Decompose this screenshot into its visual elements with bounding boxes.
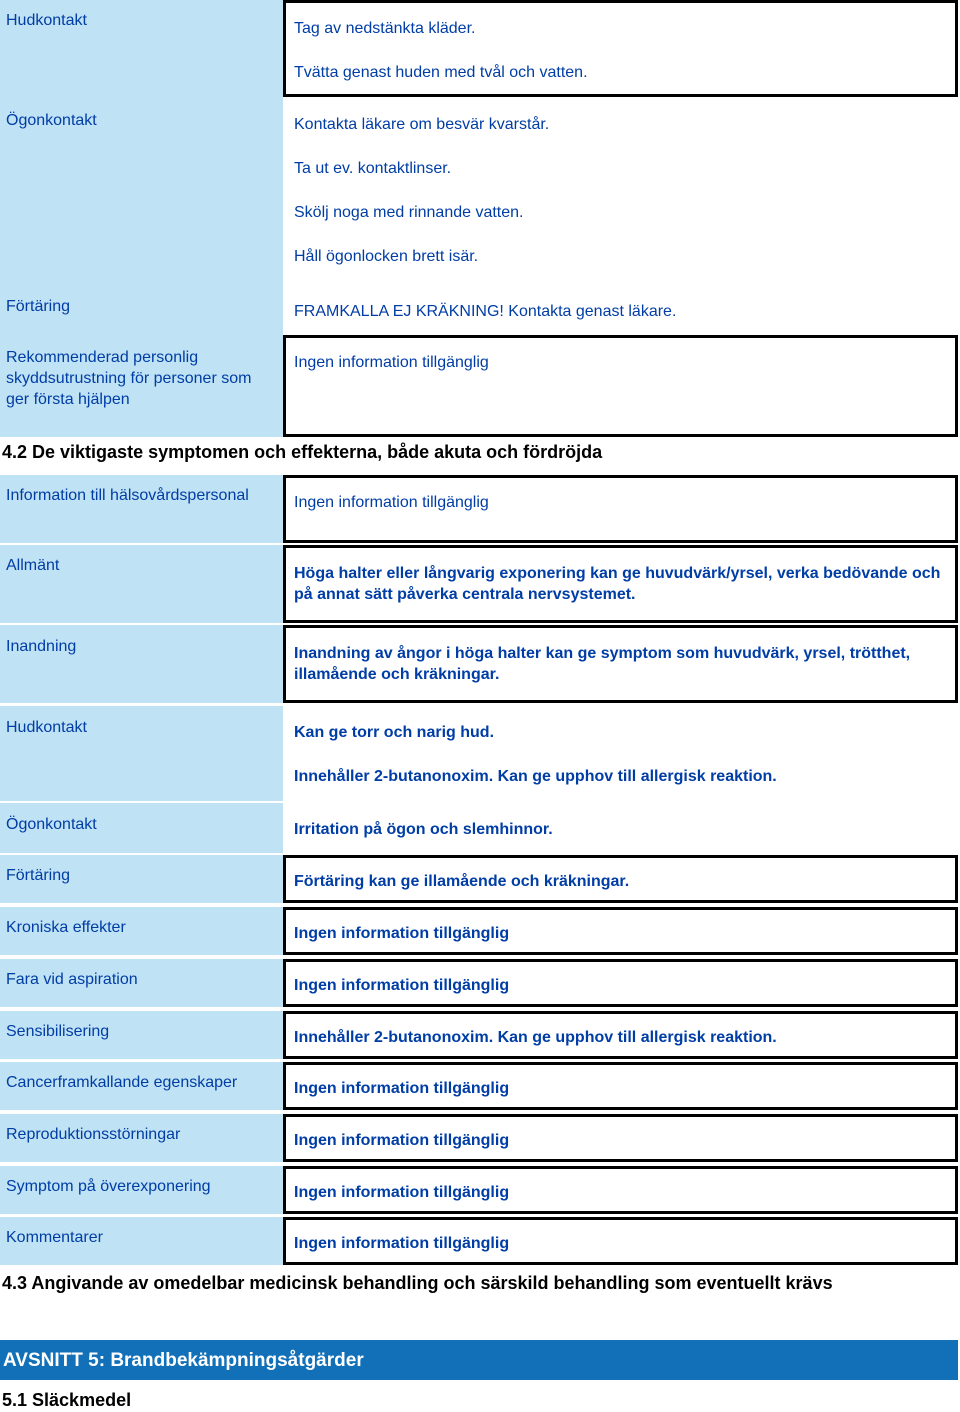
- text-line: Kan ge torr och narig hud.: [294, 724, 495, 741]
- text-line: Skölj noga med rinnande vatten.: [294, 204, 524, 221]
- value-carcinogenic: Ingen information tillgänglig: [283, 1062, 958, 1110]
- label-skin-contact-2: Hudkontakt: [0, 706, 283, 801]
- value-aspiration: Ingen information tillgänglig: [283, 959, 958, 1007]
- text-line: Tag av nedstänkta kläder.: [294, 20, 476, 37]
- heading-5-1: 5.1 Släckmedel: [2, 1390, 132, 1410]
- value-overexposure: Ingen information tillgänglig: [283, 1166, 958, 1214]
- label-inhalation: Inandning: [0, 625, 283, 703]
- label-ingestion: Förtäring: [0, 287, 283, 335]
- value-ingestion-2: Förtäring kan ge illamående och kräkningar.: [283, 855, 958, 903]
- value-eye-contact: [283, 97, 958, 287]
- value-inhalation: Inandning av ångor i höga halter kan ge symptom som huvudvärk, yrsel, trötthet, illamående och kräkningar.: [283, 625, 958, 703]
- value-skin-contact-2: [283, 706, 958, 801]
- value-sensitization: Innehåller 2-butanonoxim. Kan ge upphov till allergisk reaktion.: [283, 1011, 958, 1059]
- heading-4-2: 4.2 De viktigaste symptomen och effekterna, både akuta och fördröjda: [2, 442, 603, 462]
- label-carcinogenic: Cancerframkallande egenskaper: [0, 1062, 283, 1110]
- label-sensitization: Sensibilisering: [0, 1011, 283, 1059]
- value-eye-contact-2: Irritation på ögon och slemhinnor.: [283, 803, 958, 853]
- label-general: Allmänt: [0, 545, 283, 623]
- text-line: Innehåller 2-butanonoxim. Kan ge upphov till allergisk reaktion.: [294, 768, 777, 785]
- heading-4-3: 4.3 Angivande av omedelbar medicinsk behandling och särskild behandling som eventuellt krävs: [2, 1273, 833, 1293]
- label-eye-contact-2: Ögonkontakt: [0, 803, 283, 853]
- section-5-bar: AVSNITT 5: Brandbekämpningsåtgärder: [0, 1340, 958, 1380]
- value-ingestion: FRAMKALLA EJ KRÄKNING! Kontakta genast läkare.: [283, 287, 958, 335]
- value-reproductive: Ingen information tillgänglig: [283, 1114, 958, 1162]
- value-comments: Ingen information tillgänglig: [283, 1217, 958, 1265]
- text-line: Håll ögonlocken brett isär.: [294, 248, 479, 265]
- label-ingestion-2: Förtäring: [0, 855, 283, 903]
- label-ppe: Rekommenderad personlig skyddsutrustning för personer som ger första hjälpen: [0, 335, 283, 437]
- label-health-personnel: Information till hälsovårdspersonal: [0, 475, 283, 543]
- text-line: Tvätta genast huden med tvål och vatten.: [294, 64, 588, 81]
- label-overexposure: Symptom på överexponering: [0, 1166, 283, 1214]
- label-reproductive: Reproduktionsstörningar: [0, 1114, 283, 1162]
- label-eye-contact: Ögonkontakt: [0, 97, 283, 287]
- label-skin-contact: Hudkontakt: [0, 0, 283, 97]
- label-chronic: Kroniska effekter: [0, 907, 283, 955]
- label-comments: Kommentarer: [0, 1217, 283, 1265]
- text-line: Kontakta läkare om besvär kvarstår.: [294, 116, 550, 133]
- value-ppe: Ingen information tillgänglig: [283, 335, 958, 437]
- label-aspiration: Fara vid aspiration: [0, 959, 283, 1007]
- value-skin-contact: [283, 0, 958, 97]
- text-line: Ta ut ev. kontaktlinser.: [294, 160, 452, 177]
- value-chronic: Ingen information tillgänglig: [283, 907, 958, 955]
- value-health-personnel: Ingen information tillgänglig: [283, 475, 958, 543]
- value-general: Höga halter eller långvarig exponering kan ge huvudvärk/yrsel, verka bedövande och på annat sätt påverka centrala nervsystemet.: [283, 545, 958, 623]
